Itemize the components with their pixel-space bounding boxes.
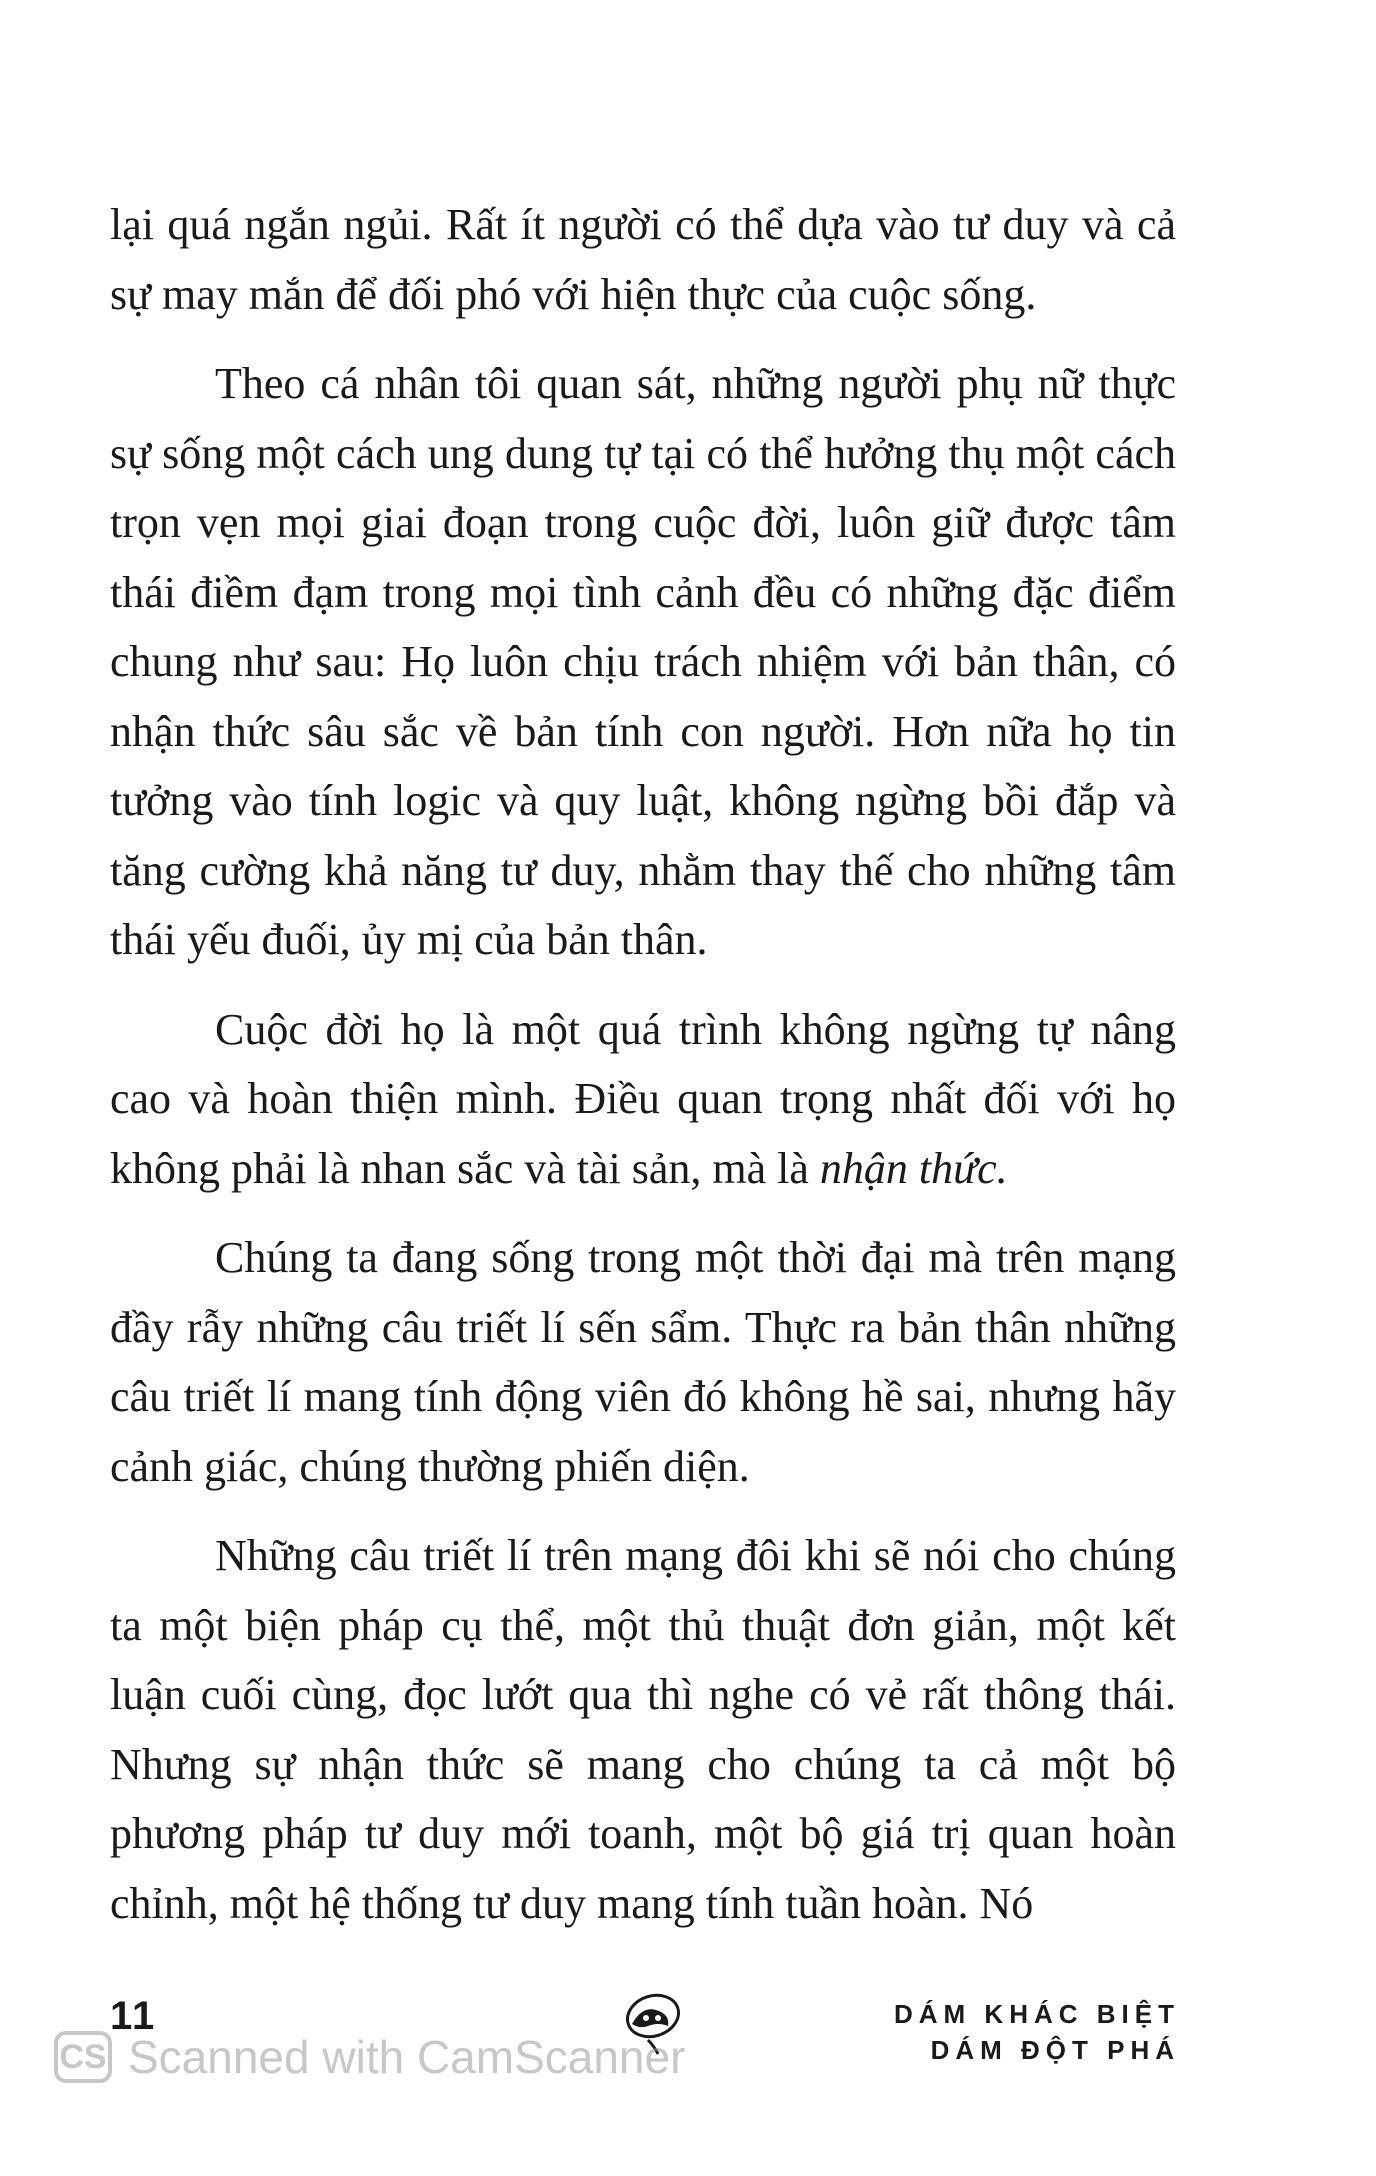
series-title xyxy=(894,1996,1180,2068)
series-title-line-1: DÁM KHÁC BIỆT xyxy=(894,1999,1180,2029)
paragraph-1: lại quá ngắn ngủi. Rất ít người có thể dựa vào tư duy và cả sự may mắn để đối phó với hiện thực của cuộc sống. xyxy=(110,200,1176,319)
page-body xyxy=(110,190,1176,1958)
page-footer xyxy=(0,1980,1376,2140)
page-number: 11 xyxy=(110,1994,157,2038)
watermark-text: Scanned with CamScanner xyxy=(128,2031,686,2083)
series-title-line-2: DÁM ĐỘT PHÁ xyxy=(930,2035,1180,2065)
paragraph-4: Chúng ta đang sống trong một thời đại mà trên mạng đầy rẫy những câu triết lí sến sẩm. Thực ra bản thân những câu triết lí mang tính động viên đó không hề sai, nhưng hãy cảnh giác, chúng thường phiến diện. xyxy=(110,1233,1176,1491)
camscanner-watermark xyxy=(54,2030,685,2084)
paragraph-3-emphasis: nhận thức. xyxy=(819,1143,1008,1193)
paragraph-5: Những câu triết lí trên mạng đôi khi sẽ nói cho chúng ta một biện pháp cụ thể, một thủ thuật đơn giản, một kết luận cuối cùng, đọc lướt qua thì nghe có vẻ rất thông thái. Nhưng sự nhận thức sẽ mang cho chúng ta cả một bộ phương pháp tư duy mới toanh, một bộ giá trị quan hoàn chỉnh, một hệ thống tư duy mang tính tuần hoàn. Nó xyxy=(110,1531,1176,1928)
paragraph-3-text: Cuộc đời họ là một quá trình không ngừng tự nâng cao và hoàn thiện mình. Điều quan trọng nhất đối với họ không phải là nhan sắc và tài sản, mà là xyxy=(110,1004,1176,1193)
paragraph-2: Theo cá nhân tôi quan sát, những người phụ nữ thực sự sống một cách ung dung tự tại có thể hưởng thụ một cách trọn vẹn mọi giai đoạn trong cuộc đời, luôn giữ được tâm thái điềm đạm trong mọi tình cảnh đều có những đặc điểm chung như sau: Họ luôn chịu trách nhiệm với bản thân, có nhận thức sâu sắc về bản tính con người. Hơn nữa họ tin tưởng vào tính logic và quy luật, không ngừng bồi đắp và tăng cường khả năng tư duy, nhằm thay thế cho những tâm thái yếu đuối, ủy mị của bản thân. xyxy=(110,359,1176,964)
paragraph-3 xyxy=(110,995,1176,1204)
camscanner-logo-icon: CS xyxy=(54,2031,112,2083)
